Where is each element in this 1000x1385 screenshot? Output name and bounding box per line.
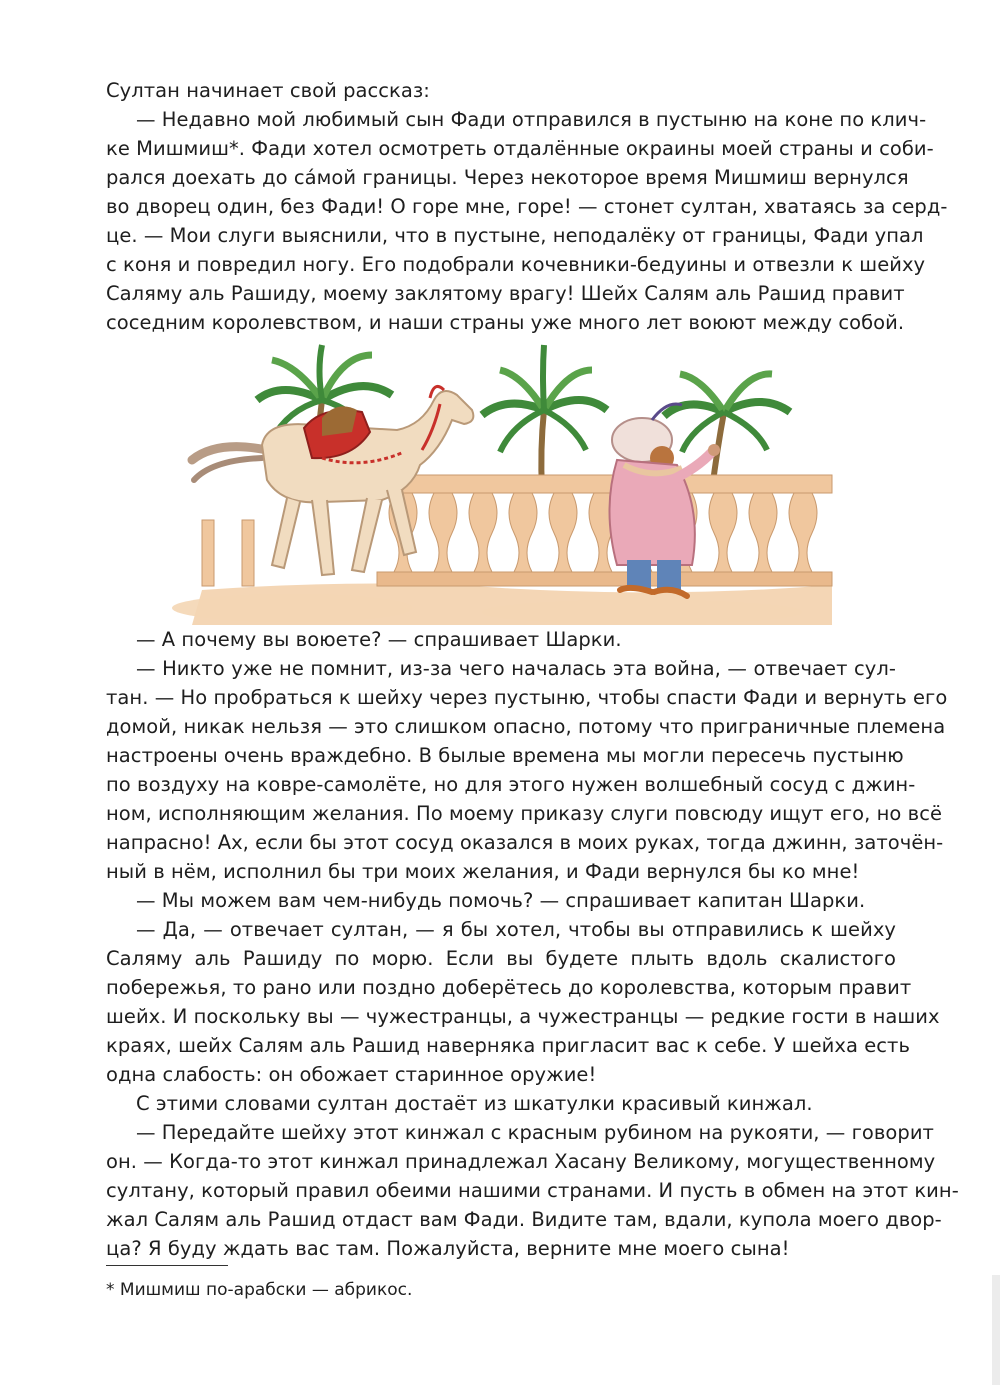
text-line: ке Мишмиш*. Фади хотел осмотреть отдалённые окраины моей страны и соби- <box>106 137 934 160</box>
text-line: Султан начинает свой рассказ: <box>106 79 430 102</box>
footnote: * Мишмиш по-арабски — абрикос. <box>106 1280 413 1300</box>
text-line: С этими словами султан достаёт из шкатулки красивый кинжал. <box>136 1092 813 1115</box>
sultan-figure-icon <box>610 404 721 596</box>
text-line: Саляму аль Рашиду, моему заклятому врагу! Шейх Салям аль Рашид правит <box>106 282 905 305</box>
text-line: рался доехать до са́мой границы. Через некоторое время Мишмиш вернулся <box>106 166 909 189</box>
text-line: соседним королевством, и наши страны уже много лет воюют между собой. <box>106 311 905 334</box>
text-line: побережья, то рано или поздно доберётесь до королевства, которым правит <box>106 976 912 999</box>
footnote-divider <box>106 1265 228 1266</box>
text-line: шейх. И поскольку вы — чужестранцы, а чужестранцы — редкие гости в наших <box>106 1005 940 1028</box>
text-line: одна слабость: он обожает старинное оружие! <box>106 1063 597 1086</box>
palm-tree-icon <box>482 345 607 490</box>
text-line: ца? Я буду ждать вас там. Пожалуйста, верните мне моего сына! <box>106 1237 790 1260</box>
text-line: жал Салям аль Рашид отдаст вам Фади. Видите там, вдали, купола моего двор- <box>106 1208 942 1231</box>
text-line: напрасно! Ах, если бы этот сосуд оказался в моих руках, тогда джинн, заточён- <box>106 831 944 854</box>
text-line: це. — Мои слуги выяснили, что в пустыне, неподалёку от границы, Фади упал <box>106 224 924 247</box>
text-line: домой, никак нельзя — это слишком опасно, потому что приграничные племена <box>106 715 946 738</box>
text-line: — Да, — отвечает султан, — я бы хотел, чтобы вы отправились к шейху <box>136 918 896 941</box>
text-line: он. — Когда-то этот кинжал принадлежал Хасану Великому, могущественному <box>106 1150 936 1173</box>
text-line: во дворец один, без Фади! О горе мне, горе! — стонет султан, хватаясь за серд- <box>106 195 948 218</box>
text-line: настроены очень враждебно. В былые времена мы могли пересечь пустыню <box>106 744 904 767</box>
text-line: по воздуху на ковре-самолёте, но для этого нужен волшебный сосуд с джин- <box>106 773 916 796</box>
text-line: султану, который правил обеими нашими странами. И пусть в обмен на этот кин- <box>106 1179 959 1202</box>
text-line: — Передайте шейху этот кинжал с красным рубином на рукояти, — говорит <box>136 1121 934 1144</box>
text-line: — Мы можем вам чем-нибудь помочь? — спрашивает капитан Шарки. <box>136 889 866 912</box>
text-line: — А почему вы воюете? — спрашивает Шарки. <box>136 628 622 651</box>
text-line: Саляму аль Рашиду по морю. Если вы будете плыть вдоль скалистого <box>106 947 896 970</box>
text-line: — Недавно мой любимый сын Фади отправился в пустыню на коне по клич- <box>136 108 927 131</box>
text-line: — Никто уже не помнит, из-за чего началась эта война, — отвечает сул- <box>136 657 896 680</box>
text-line: ном, исполняющим желания. По моему приказу слуги повсюду ищут его, но всё <box>106 802 943 825</box>
text-line: ный в нём, исполнил бы три моих желания, и Фади вернулся бы ко мне! <box>106 860 860 883</box>
text-block-top <box>106 76 948 337</box>
text-block-bottom <box>106 625 959 1263</box>
illustration-horse-sultan <box>172 340 837 625</box>
text-line: с коня и повредил ногу. Его подобрали кочевники-бедуины и отвезли к шейху <box>106 253 926 276</box>
text-line: тан. — Но пробраться к шейху через пустыню, чтобы спасти Фади и вернуть его <box>106 686 948 709</box>
text-line: краях, шейх Салям аль Рашид наверняка пригласит вас к себе. У шейха есть <box>106 1034 911 1057</box>
page-edge-shadow <box>992 1275 1000 1385</box>
